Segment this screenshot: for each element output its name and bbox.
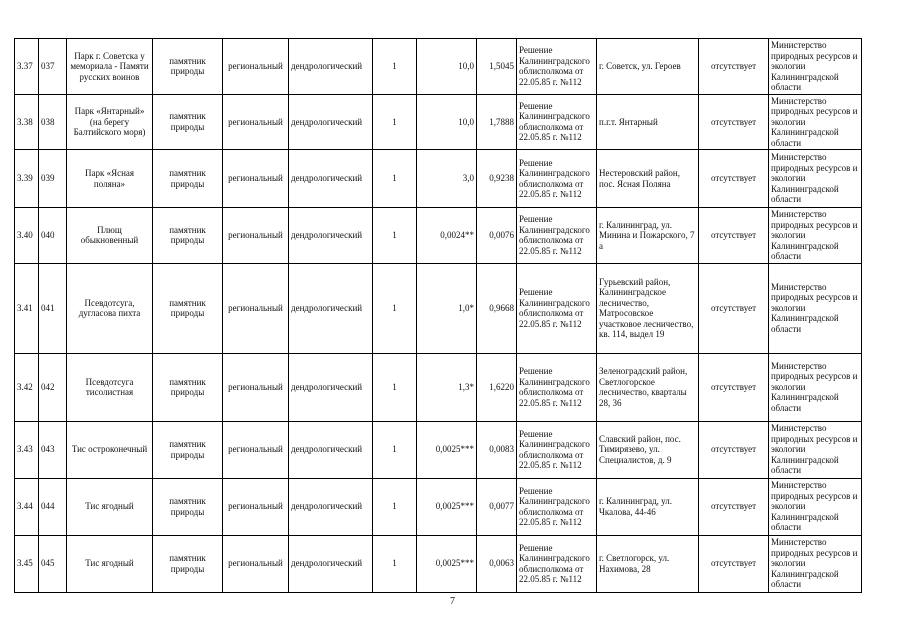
object-count-cell: 1 xyxy=(373,94,417,150)
area-total-cell: 0,0025*** xyxy=(417,421,477,478)
table-row xyxy=(15,421,862,478)
object-profile-cell: дендрологический xyxy=(289,39,373,95)
registry-sheet xyxy=(14,38,861,593)
table-row xyxy=(15,94,862,150)
area-parcel-cell: 1,7888 xyxy=(477,94,517,150)
object-count-cell: 1 xyxy=(373,39,417,95)
object-type-cell: памятник природы xyxy=(153,353,223,421)
object-location-cell: г. Калининград, ул. Чкалова, 44-46 xyxy=(597,478,699,535)
managing-agency-cell: Министерство природных ресурсов и экологии Калининградской области xyxy=(769,353,862,421)
object-level-cell: региональный xyxy=(223,421,289,478)
managing-agency-cell: Министерство природных ресурсов и экологии Калининградской области xyxy=(769,421,862,478)
page-number: 7 xyxy=(450,596,455,607)
object-count-cell: 1 xyxy=(373,150,417,208)
object-type-cell: памятник природы xyxy=(153,263,223,353)
object-count-cell: 1 xyxy=(373,263,417,353)
row-number-cell: 3.37 xyxy=(15,39,39,95)
establishing-decision-cell: Решение Калининградского облисполкома от 22.05.85 г. №112 xyxy=(517,263,597,353)
object-type-cell: памятник природы xyxy=(153,535,223,592)
establishing-decision-cell: Решение Калининградского облисполкома от 22.05.85 г. №112 xyxy=(517,478,597,535)
managing-agency-cell: Министерство природных ресурсов и экологии Калининградской области xyxy=(769,39,862,95)
row-code-cell: 040 xyxy=(39,208,67,264)
object-location-cell: Зеленоградский район, Светлогорское лесничество, кварталы 28, 36 xyxy=(597,353,699,421)
object-profile-cell: дендрологический xyxy=(289,263,373,353)
managing-agency-cell: Министерство природных ресурсов и экологии Калининградской области xyxy=(769,94,862,150)
object-level-cell: региональный xyxy=(223,150,289,208)
object-level-cell: региональный xyxy=(223,478,289,535)
object-name-cell: Парк «Янтарный» (на берегу Балтийского моря) xyxy=(67,94,153,150)
row-number-cell: 3.40 xyxy=(15,208,39,264)
object-profile-cell: дендрологический xyxy=(289,421,373,478)
row-number-cell: 3.39 xyxy=(15,150,39,208)
area-total-cell: 10,0 xyxy=(417,39,477,95)
object-type-cell: памятник природы xyxy=(153,478,223,535)
protected-areas-table xyxy=(14,38,862,593)
area-total-cell: 0,0025*** xyxy=(417,535,477,592)
row-number-cell: 3.44 xyxy=(15,478,39,535)
row-code-cell: 043 xyxy=(39,421,67,478)
managing-agency-cell: Министерство природных ресурсов и экологии Калининградской области xyxy=(769,208,862,264)
object-name-cell: Псевдотсуга, дугласова пихта xyxy=(67,263,153,353)
area-parcel-cell: 0,0083 xyxy=(477,421,517,478)
object-name-cell: Тис ягодный xyxy=(67,478,153,535)
area-parcel-cell: 1,6220 xyxy=(477,353,517,421)
table-row xyxy=(15,39,862,95)
object-location-cell: г. Калининград, ул. Минина и Пожарского, 7 а xyxy=(597,208,699,264)
establishing-decision-cell: Решение Калининградского облисполкома от 22.05.85 г. №112 xyxy=(517,94,597,150)
table-row xyxy=(15,535,862,592)
object-location-cell: п.г.т. Янтарный xyxy=(597,94,699,150)
protection-zone-cell: отсутствует xyxy=(699,263,769,353)
object-name-cell: Тис остроконечный xyxy=(67,421,153,478)
object-name-cell: Плющ обыкновенный xyxy=(67,208,153,264)
protection-zone-cell: отсутствует xyxy=(699,150,769,208)
table-row xyxy=(15,353,862,421)
object-profile-cell: дендрологический xyxy=(289,150,373,208)
object-type-cell: памятник природы xyxy=(153,421,223,478)
object-level-cell: региональный xyxy=(223,208,289,264)
table-row xyxy=(15,478,862,535)
table-row xyxy=(15,150,862,208)
row-code-cell: 037 xyxy=(39,39,67,95)
area-parcel-cell: 0,9668 xyxy=(477,263,517,353)
object-level-cell: региональный xyxy=(223,535,289,592)
managing-agency-cell: Министерство природных ресурсов и экологии Калининградской области xyxy=(769,535,862,592)
object-count-cell: 1 xyxy=(373,535,417,592)
protection-zone-cell: отсутствует xyxy=(699,94,769,150)
establishing-decision-cell: Решение Калининградского облисполкома от 22.05.85 г. №112 xyxy=(517,208,597,264)
row-number-cell: 3.38 xyxy=(15,94,39,150)
object-type-cell: памятник природы xyxy=(153,94,223,150)
object-level-cell: региональный xyxy=(223,353,289,421)
area-total-cell: 3,0 xyxy=(417,150,477,208)
object-location-cell: г. Светлогорск, ул. Нахимова, 28 xyxy=(597,535,699,592)
establishing-decision-cell: Решение Калининградского облисполкома от 22.05.85 г. №112 xyxy=(517,535,597,592)
protection-zone-cell: отсутствует xyxy=(699,208,769,264)
area-total-cell: 1,3* xyxy=(417,353,477,421)
protection-zone-cell: отсутствует xyxy=(699,478,769,535)
area-total-cell: 1,0* xyxy=(417,263,477,353)
managing-agency-cell: Министерство природных ресурсов и экологии Калининградской области xyxy=(769,478,862,535)
row-code-cell: 045 xyxy=(39,535,67,592)
establishing-decision-cell: Решение Калининградского облисполкома от 22.05.85 г. №112 xyxy=(517,39,597,95)
object-type-cell: памятник природы xyxy=(153,39,223,95)
object-count-cell: 1 xyxy=(373,353,417,421)
object-profile-cell: дендрологический xyxy=(289,478,373,535)
table-row xyxy=(15,208,862,264)
row-code-cell: 042 xyxy=(39,353,67,421)
table-row xyxy=(15,263,862,353)
row-code-cell: 039 xyxy=(39,150,67,208)
object-location-cell: Славский район, пос. Тимирязево, ул. Специалистов, д. 9 xyxy=(597,421,699,478)
object-location-cell: Гурьевский район, Калининградское лесничество, Матросовское участковое лесничество, кв. 114, выдел 19 xyxy=(597,263,699,353)
object-profile-cell: дендрологический xyxy=(289,353,373,421)
establishing-decision-cell: Решение Калининградского облисполкома от 22.05.85 г. №112 xyxy=(517,353,597,421)
area-total-cell: 10,0 xyxy=(417,94,477,150)
area-parcel-cell: 0,9238 xyxy=(477,150,517,208)
row-code-cell: 041 xyxy=(39,263,67,353)
area-parcel-cell: 0,0063 xyxy=(477,535,517,592)
object-profile-cell: дендрологический xyxy=(289,208,373,264)
object-type-cell: памятник природы xyxy=(153,150,223,208)
managing-agency-cell: Министерство природных ресурсов и экологии Калининградской области xyxy=(769,263,862,353)
area-total-cell: 0,0025*** xyxy=(417,478,477,535)
row-number-cell: 3.43 xyxy=(15,421,39,478)
protection-zone-cell: отсутствует xyxy=(699,353,769,421)
row-number-cell: 3.45 xyxy=(15,535,39,592)
establishing-decision-cell: Решение Калининградского облисполкома от 22.05.85 г. №112 xyxy=(517,421,597,478)
area-parcel-cell: 0,0077 xyxy=(477,478,517,535)
object-profile-cell: дендрологический xyxy=(289,94,373,150)
establishing-decision-cell: Решение Калининградского облисполкома от 22.05.85 г. №112 xyxy=(517,150,597,208)
managing-agency-cell: Министерство природных ресурсов и экологии Калининградской области xyxy=(769,150,862,208)
object-type-cell: памятник природы xyxy=(153,208,223,264)
area-total-cell: 0,0024** xyxy=(417,208,477,264)
object-location-cell: г. Советск, ул. Героев xyxy=(597,39,699,95)
protection-zone-cell: отсутствует xyxy=(699,39,769,95)
area-parcel-cell: 0,0076 xyxy=(477,208,517,264)
object-name-cell: Псевдотсуга тисолистная xyxy=(67,353,153,421)
object-location-cell: Нестеровский район, пос. Ясная Поляна xyxy=(597,150,699,208)
table-body xyxy=(15,39,862,593)
object-level-cell: региональный xyxy=(223,94,289,150)
object-profile-cell: дендрологический xyxy=(289,535,373,592)
object-count-cell: 1 xyxy=(373,208,417,264)
object-level-cell: региональный xyxy=(223,263,289,353)
object-count-cell: 1 xyxy=(373,421,417,478)
row-number-cell: 3.41 xyxy=(15,263,39,353)
protection-zone-cell: отсутствует xyxy=(699,535,769,592)
object-name-cell: Тис ягодный xyxy=(67,535,153,592)
area-parcel-cell: 1,5045 xyxy=(477,39,517,95)
row-code-cell: 044 xyxy=(39,478,67,535)
protection-zone-cell: отсутствует xyxy=(699,421,769,478)
row-code-cell: 038 xyxy=(39,94,67,150)
object-level-cell: региональный xyxy=(223,39,289,95)
object-name-cell: Парк г. Советска у мемориала - Памяти русских воинов xyxy=(67,39,153,95)
object-name-cell: Парк «Ясная поляна» xyxy=(67,150,153,208)
object-count-cell: 1 xyxy=(373,478,417,535)
row-number-cell: 3.42 xyxy=(15,353,39,421)
